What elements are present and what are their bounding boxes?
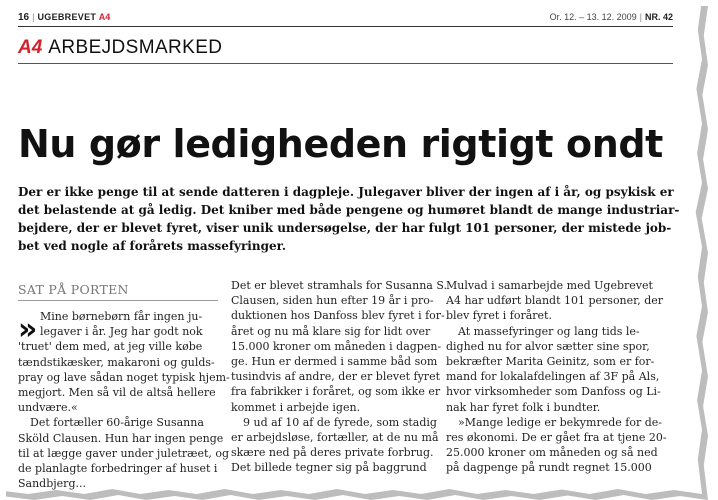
body-line: mand for lokalafdelingen af 3F på Als, bbox=[446, 370, 660, 384]
section-name: ARBEJDSMARKED bbox=[48, 37, 223, 58]
body-line: Det billede tegner sig på baggrund bbox=[231, 461, 427, 475]
section-rule bbox=[18, 63, 673, 64]
body-line: Sandbjerg... bbox=[18, 477, 86, 491]
body-line: tændstikæsker, makaroni og gulds- bbox=[18, 355, 215, 369]
body-line: nak har fyret folk i bundter. bbox=[446, 400, 601, 414]
body-line: Det er blevet stramhals for Susanna S. bbox=[231, 279, 447, 292]
page-number: 16 bbox=[18, 12, 30, 23]
issue-number: NR. 42 bbox=[644, 12, 673, 22]
body-line: res økonomi. De er gået fra at tjene 20- bbox=[446, 431, 667, 445]
body-column-2 bbox=[231, 278, 447, 476]
body-line: pray og lave sådan noget typisk hjem- bbox=[18, 370, 230, 384]
body-line: er arbejdsløse, fortæller, at de nu må bbox=[231, 431, 439, 445]
kicker: SAT PÅ PORTEN bbox=[18, 282, 129, 297]
publication-logo-mark: A4 bbox=[98, 12, 111, 22]
body-line: kommet i arbejde igen. bbox=[231, 400, 361, 414]
body-line: på dagpenge på rundt regnet 15.000 bbox=[446, 461, 652, 475]
body-line: til at lægge gaver under juletræet, og bbox=[18, 446, 230, 460]
body-line: undvære.« bbox=[18, 401, 78, 415]
header-rule bbox=[18, 26, 673, 27]
body-line: Sköld Clausen. Hun har ingen penge bbox=[18, 431, 224, 445]
body-line: legaver i år. Jeg har godt nok bbox=[40, 325, 203, 339]
body-line: året og nu må klare sig for lidt over bbox=[231, 324, 431, 338]
body-line: Clausen, siden hun efter 19 år i pro- bbox=[231, 294, 434, 308]
body-line: megjort. Men så vil de altså hellere bbox=[18, 386, 216, 400]
body-line: 'truet' dem med, at jeg ville købe bbox=[18, 340, 203, 354]
publication-name: UGEBREVET bbox=[37, 12, 97, 22]
kicker-rule bbox=[18, 300, 218, 301]
section-logo-mark: A4 bbox=[18, 37, 43, 58]
body-line: Det fortæller 60-årige Susanna bbox=[30, 416, 204, 430]
body-line: Mulvad i samarbejde med Ugebrevet bbox=[446, 279, 653, 292]
header-right: Or. 12. – 13. 12. 2009 | NR. 42 bbox=[549, 12, 673, 22]
body-column-3 bbox=[446, 278, 667, 476]
header-left: 16 | UGEBREVET A4 bbox=[18, 12, 111, 23]
body-line: fra fabrikker i foråret, og som ikke er bbox=[231, 385, 441, 399]
body-line: hvor virksomheder som Danfoss og Li- bbox=[446, 385, 661, 399]
body-line: 25.000 kroner om måneden og så ned bbox=[446, 446, 658, 460]
body-line: 15.000 kroner om måneden i dagpen- bbox=[231, 339, 442, 353]
section-title bbox=[18, 37, 222, 59]
body-line: 9 ud af 10 af de fyrede, som stadig bbox=[243, 415, 437, 429]
body-line: »Mange ledige er bekymrede for de- bbox=[458, 415, 662, 429]
body-line: bekræfter Marita Geinitz, som er for- bbox=[446, 355, 655, 369]
running-header bbox=[18, 10, 673, 26]
lead-line: det belastende at gå ledig. Det kniber med både pengene og humøret blandt de mange industriar- bbox=[18, 203, 680, 217]
body-line: tusindvis af andre, der er blevet fyret bbox=[231, 370, 440, 384]
lead-line: Der er ikke penge til at sende datteren i dagpleje. Julegaver bliver der ingen af i år, og psykisk er bbox=[18, 185, 674, 199]
body-line: dighed nu for alvor sætter sine spor, bbox=[446, 339, 650, 353]
body-line: At massefyringer og lang tids le- bbox=[458, 324, 640, 338]
body-line: skære ned på deres private forbrug. bbox=[231, 446, 434, 460]
quote-mark: » bbox=[18, 312, 38, 347]
body-line: de planlagte forbedringer af huset i bbox=[18, 462, 218, 476]
article-lead bbox=[18, 183, 680, 255]
issue-date: Or. 12. – 13. 12. 2009 bbox=[549, 12, 637, 22]
lead-line: bejdere, der er blevet fyret, viser unik undersøgelse, der har fulgt 101 personer, der mistede job- bbox=[18, 221, 672, 235]
body-line: A4 har udført blandt 101 personer, der bbox=[446, 294, 664, 308]
body-line: duktionen hos Danfoss blev fyret i for- bbox=[231, 309, 445, 323]
article-headline: Nu gør ledigheden rigtigt ondt bbox=[18, 122, 663, 166]
lead-line: bet ved nogle af forårets massefyringer. bbox=[18, 239, 287, 253]
body-column-1 bbox=[18, 282, 230, 491]
body-line: Mine børnebørn får ingen ju- bbox=[40, 310, 203, 323]
body-line: blev fyret i foråret. bbox=[446, 309, 552, 323]
body-line: ge. Hun er dermed i samme båd som bbox=[231, 355, 438, 369]
